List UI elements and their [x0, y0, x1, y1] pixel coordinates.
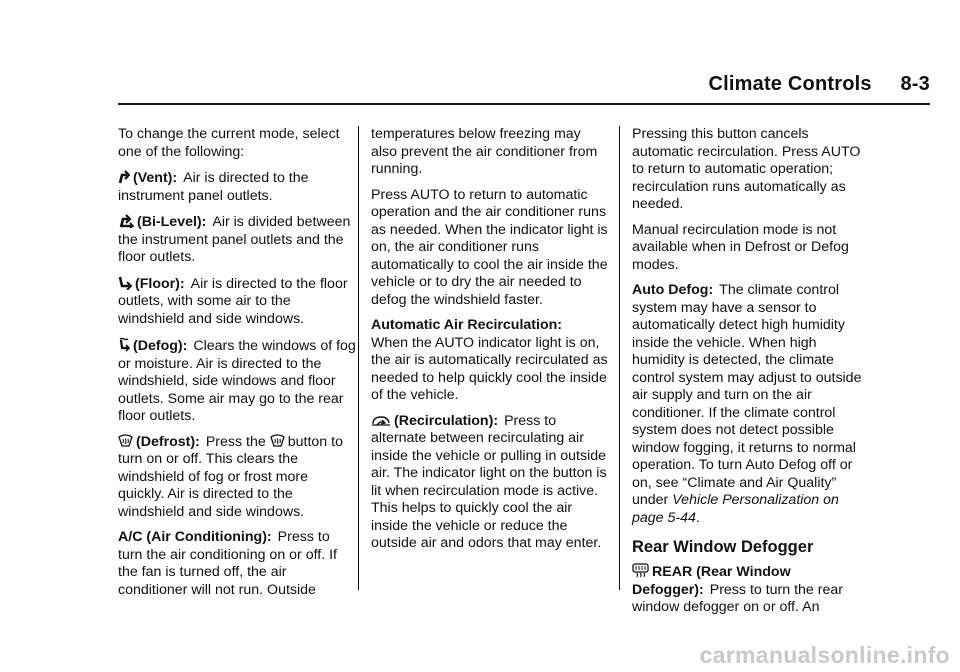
floor-paragraph: [118, 275, 356, 329]
rear-defogger-paragraph: [632, 563, 870, 617]
column-2: [371, 126, 609, 561]
defrost-label: (Defrost):: [136, 433, 200, 450]
col3-paragraph-2: Manual recirculation mode is not available when in Defrost or Defog modes.: [632, 221, 849, 273]
vehicle-personalization-reference: Vehicle Personalization on page 5-44: [632, 492, 839, 526]
rear-defogger-text: Press to turn the rear window defogger on or off. An: [632, 581, 843, 615]
bilevel-mode-icon: [118, 213, 134, 228]
floor-text: Air is directed to the floor outlets, with some air to the windshield and side windows.: [118, 275, 348, 327]
vent-label: (Vent):: [133, 170, 178, 186]
vent-mode-icon: [118, 169, 130, 184]
header-rule: [118, 103, 930, 105]
ac-text: Press to turn the air conditioning on or off. If the fan is turned off, the air conditioner will not run. Outside: [118, 529, 337, 598]
defog-mode-icon: [118, 336, 130, 352]
defrost-paragraph: [118, 434, 356, 522]
defog-label: (Defog):: [133, 338, 188, 354]
intro-paragraph: To change the current mode, select one of the following:: [118, 126, 340, 160]
floor-label: (Floor):: [135, 275, 185, 292]
column-divider: [619, 126, 620, 590]
auto-recirculation-paragraph: [371, 317, 609, 405]
recirculation-text: Press to alternate between recirculating air inside the vehicle or pulling in outside air. The indicator light on the button is lit when recirculation mode is active. This helps to quickly cool the air inside the vehicle or reduce the outside air and odors that may enter.: [371, 412, 607, 551]
defog-text: Clears the windows of fog or moisture. Air is directed to the windshield, side windows and floor outlets. Some air may go to the rear floor outlets.: [118, 338, 356, 424]
ac-paragraph: [118, 529, 356, 599]
column-divider: [358, 126, 359, 590]
watermark: carmanualsonline.info: [699, 641, 950, 668]
auto-defog-paragraph: [632, 282, 870, 527]
auto-recirculation-text: When the AUTO indicator light is on, the air is automatically recirculated as needed to help quickly cool the inside of the vehicle.: [371, 334, 608, 403]
vent-paragraph: [118, 169, 356, 205]
defrost-text-a: Press the: [205, 433, 266, 450]
rear-window-defogger-heading: Rear Window Defogger: [632, 538, 814, 556]
auto-defog-end: .: [695, 509, 700, 526]
rear-defogger-icon: [632, 563, 649, 578]
ac-label: A/C (Air Conditioning):: [118, 529, 272, 545]
bilevel-text: Air is divided between the instrument panel outlets and the floor outlets.: [118, 214, 351, 265]
bilevel-paragraph: [118, 213, 356, 267]
recirculation-icon: [371, 415, 391, 427]
recirculation-label: (Recirculation):: [394, 412, 499, 429]
defog-paragraph: [118, 336, 356, 426]
vent-text: Air is directed to the instrument panel outlets.: [118, 170, 309, 204]
col2-paragraph-1: temperatures below freezing may also prevent the air conditioner from running.: [371, 126, 598, 177]
defrost-text-b: button to turn on or off. This clears the windshield of fog or frost more quickly. Air is directed to the windshield and side windows.: [118, 433, 343, 520]
defrost-icon: [118, 434, 133, 448]
col2-paragraph-2: Press AUTO to return to automatic operation and the air conditioner runs as needed. When the indicator light is on, the air conditioner runs automatically to cool the air inside the vehicle or to dry the air needed to defog the windshield faster.: [371, 186, 608, 308]
auto-defog-label: Auto Defog:: [632, 282, 714, 298]
recirculation-paragraph: [371, 413, 609, 553]
col3-paragraph-1: Pressing this button cancels automatic recirculation. Press AUTO to return to automatic operation; recirculation runs automatically as needed.: [632, 126, 861, 212]
auto-defog-text: The climate control system may have a sensor to automatically detect high humidity inside the vehicle. When high humidity is detected, the climate control system may adjust to outside air supply and turn on the air conditioner. If the climate control system does not detect possible window fogging, it returns to normal operation. To turn Auto Defog off or on, see “Climate and Air Quality” under: [632, 282, 862, 508]
bilevel-label: (Bi-Level):: [137, 214, 207, 230]
column-1: [118, 126, 356, 607]
column-3: [632, 126, 870, 625]
rear-defogger-label: REAR (Rear Window Defogger):: [632, 564, 791, 598]
floor-mode-icon: [118, 275, 132, 290]
page-header-title: Climate Controls 8-3: [708, 73, 930, 95]
defrost-button-icon: [270, 434, 285, 448]
auto-recirculation-heading: Automatic Air Recirculation:: [371, 317, 563, 333]
